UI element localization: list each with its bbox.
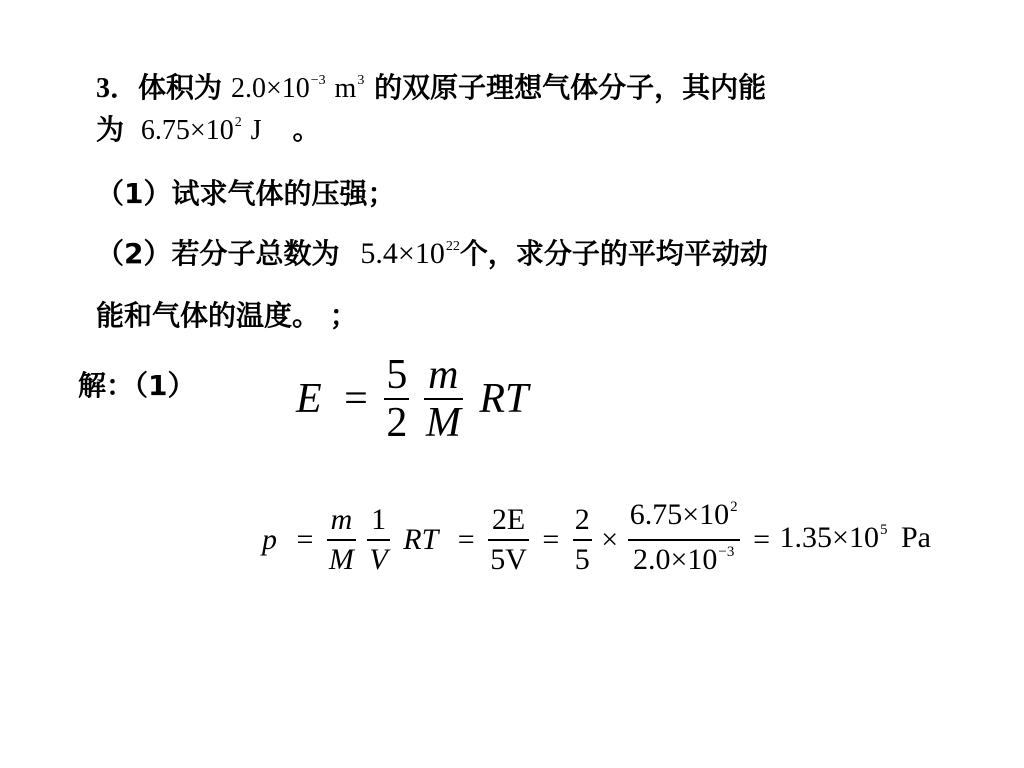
count-mantissa: 5.4×10 (360, 237, 445, 270)
question-2 (96, 236, 768, 278)
fraction-energy-over-volume: $\frac{6.75\times 10^2}{2.0\times 10^{-3}}$ (629, 498, 738, 576)
equals-sign-4: = (753, 523, 771, 556)
question-2-label: （2） (96, 237, 172, 270)
energy-mantissa: 6.75×10 (140, 115, 234, 146)
line2-end: 。 (292, 113, 321, 146)
fraction-2E-over-5V: $\frac{2E}{5V}$ (490, 503, 527, 576)
problem-intro: 体积为 (138, 71, 223, 104)
energy-equation (290, 352, 534, 446)
fraction-m-over-M: $\frac{m}{M}$ (425, 352, 461, 446)
question-1 (96, 176, 396, 212)
pressure-unit: Pa (900, 520, 931, 554)
fraction-m-over-M: $\frac{m}{M}$ (328, 503, 354, 576)
times-sign: × (601, 523, 619, 556)
equals-sign: = (344, 376, 368, 422)
rt-term: RT (403, 523, 439, 556)
energy-exponent: 2 (234, 115, 242, 130)
fraction-one-over-V: $\frac{1}{V}$ (369, 503, 388, 576)
volume-exponent: −3 (310, 73, 326, 88)
fraction-two-fifths: $\frac{2}{5}$ (574, 503, 590, 576)
equals-sign-1: = (296, 523, 314, 556)
pressure-result: $1.35\times 10^5$ Pa (779, 520, 931, 554)
question-2-after: 个，求分子的平均平动动 (459, 237, 768, 270)
equals-sign-3: = (542, 523, 560, 556)
pressure-lhs: p (262, 523, 277, 556)
energy-lhs: E (296, 376, 322, 422)
equals-sign-2: = (457, 523, 475, 556)
volume-unit-exponent: 3 (357, 73, 365, 88)
line2-prefix: 为 (96, 113, 125, 146)
fraction-five-halves: $\frac{5}{2}$ (386, 352, 408, 446)
count-exponent: 22 (445, 239, 460, 254)
question-2-text: 若分子总数为 (171, 237, 340, 270)
volume-mantissa: 2.0×10 (230, 73, 310, 104)
volume-unit: m (334, 73, 357, 104)
question-1-text: 试求气体的压强； (171, 177, 396, 210)
problem-number: 3 (96, 73, 110, 104)
question-2-line-2 (96, 298, 358, 334)
pressure-equation (256, 496, 931, 584)
problem-intro-continued: 的双原子理想气体分子，其内能 (364, 71, 767, 104)
solution-label: 解：（1） (78, 369, 196, 402)
problem-line-2 (96, 112, 320, 154)
problem-line-1: 3．体积为 $2.0\times 10^{-3}$ $m^3$ 的双原子理想气体分子，其内能 (96, 71, 767, 104)
question-2-continued: 能和气体的温度。 ； (96, 299, 358, 332)
question-1-label: （1） (96, 177, 172, 210)
energy-unit: J (250, 115, 262, 146)
energy-rhs: RT (479, 376, 529, 422)
